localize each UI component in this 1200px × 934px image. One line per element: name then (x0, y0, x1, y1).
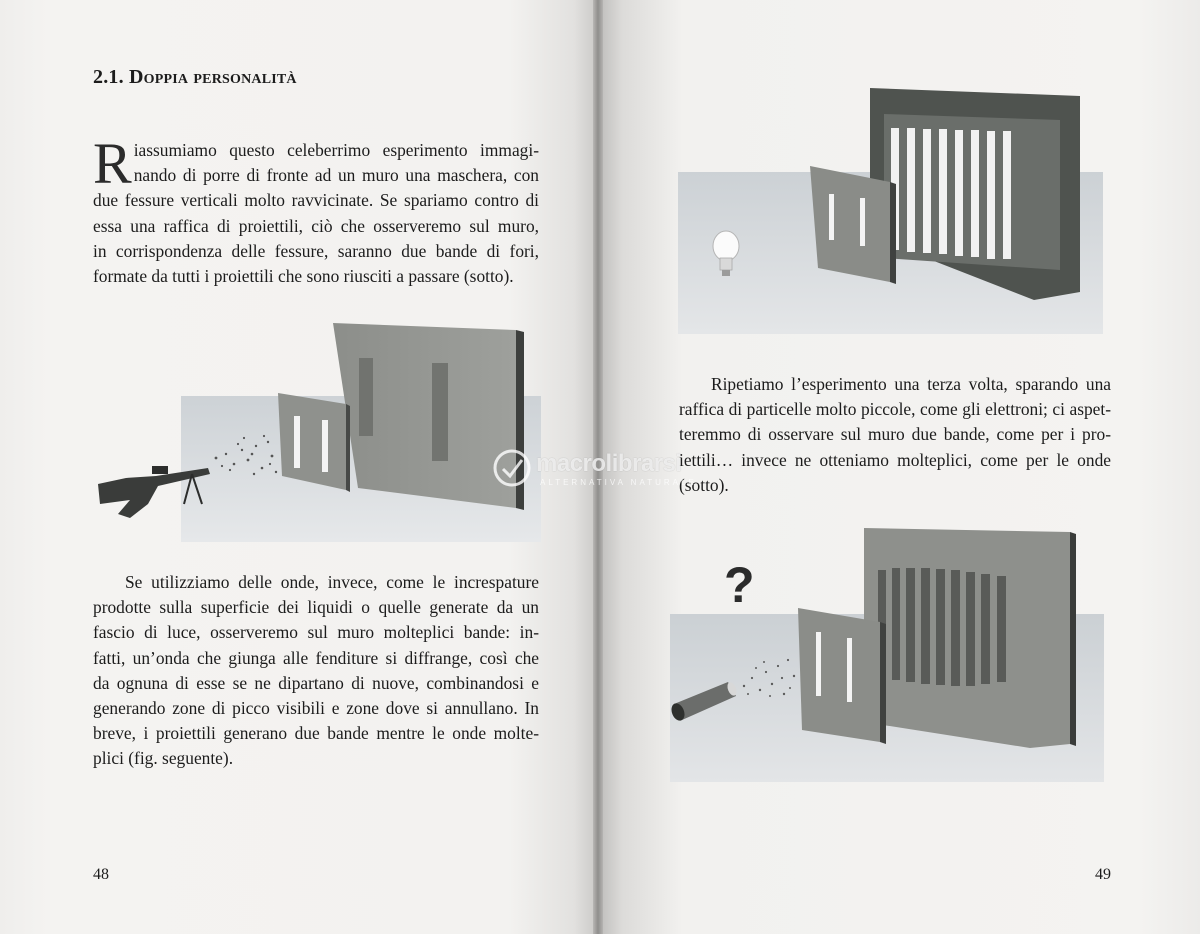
text-line: plici (fig. seguente). (93, 748, 234, 769)
page-number: 49 (1095, 866, 1111, 883)
paragraph-electrons (679, 372, 1111, 498)
interference-bands (878, 568, 1006, 686)
slit (829, 194, 834, 240)
text-line: breve, i proiettili generano due bande mentre le onde molte- (93, 723, 539, 744)
text-line: nando di porre di fronte ad un muro una maschera, con (133, 165, 539, 186)
slit (847, 638, 852, 702)
text-line: iassumiamo questo celeberrimo esperimento immagi- (133, 140, 539, 160)
text-line: Se utilizziamo delle onde, invece, come le increspature (125, 572, 539, 592)
wall-edge (1070, 532, 1076, 746)
section-title: Doppia personalità (129, 66, 297, 88)
figure-electrons-experiment (670, 526, 1104, 784)
text-line: prodotte sulla superficie dei liquidi o quelle generate da un (93, 597, 539, 618)
slit (294, 416, 300, 468)
paragraph-intro (93, 131, 539, 289)
watermark-logo-icon (492, 448, 532, 488)
drop-cap: R (93, 131, 132, 196)
text-line: due fessure verticali molto ravvicinate. Se spariamo contro di (93, 190, 539, 211)
page-number: 48 (93, 866, 109, 883)
slit (860, 198, 865, 246)
impact-band (359, 358, 373, 436)
slit (816, 632, 821, 696)
paragraph-waves (93, 570, 539, 772)
text-line: teremmo di osservare sul muro due bande, come per i pro- (679, 424, 1111, 445)
figure-light-experiment (678, 86, 1103, 336)
question-mark: ? (724, 557, 755, 613)
watermark (492, 444, 722, 494)
mask (810, 166, 890, 282)
watermark-subtext: ALTERNATIVA NATURALE (540, 478, 697, 487)
text-line: da ognuna di esse se ne dipartano di nuove, combinandosi e (93, 672, 539, 693)
text-line: (sotto). (679, 474, 729, 495)
mask (278, 393, 346, 490)
section-heading (93, 66, 297, 89)
text-line: iettili… invece ne otteniamo molteplici, come per le onde (679, 449, 1111, 470)
text-line: fatti, un’onda che giunga alle fenditure si diffrange, così che (93, 647, 539, 668)
impact-band (432, 363, 448, 461)
text-line: generando zone di picco visibili e zone dove si annullano. In (93, 698, 539, 719)
text-line: essa una raffica di proiettili, ciò che osserveremo sul muro, (93, 215, 539, 236)
text-line: Ripetiamo l’esperimento una terza volta, sparando una (711, 374, 1111, 394)
text-line: raffica di particelle molto piccole, come gli elettroni; ci aspet- (679, 399, 1111, 420)
text-line: formate da tutti i proiettili che sono riusciti a passare (sotto). (93, 266, 514, 287)
mask (798, 608, 880, 742)
text-line: fascio di luce, osserveremo sul muro molteplici bande: in- (93, 622, 539, 643)
figure-bullets-experiment (96, 318, 541, 544)
text-line: in corrispondenza delle fessure, saranno due bande di fori, (93, 240, 539, 261)
slit (322, 420, 328, 472)
watermark-text: macrolibrarsi (536, 450, 682, 477)
section-number: 2.1. (93, 66, 124, 88)
